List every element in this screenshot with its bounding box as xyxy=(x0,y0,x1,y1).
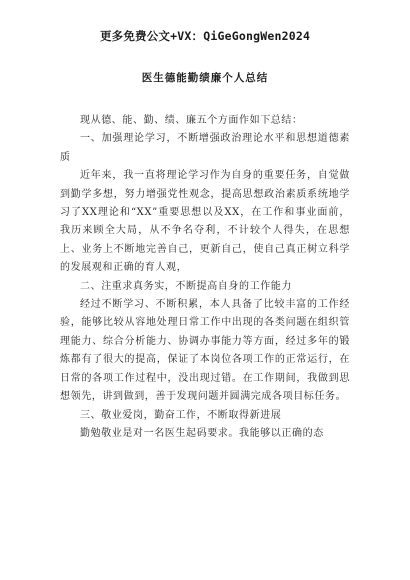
section-body-3: 勤勉敬业是对一名医生起码要求。我能够以正确的态 xyxy=(80,427,324,439)
document-body xyxy=(60,112,350,443)
intro-paragraph: 现从德、能、勤、绩、廉五个方面作如下总结： xyxy=(80,115,303,126)
promo-header: 更多免费公文+VX：QiGeGongWen2024 xyxy=(99,29,311,43)
section-body-1: 近年来，我一直将理论学习作为自身的重要任务，自觉做到勤学多想，努力增强党性观念，提高思想政治素质系统地学习了XX理论和“XX”重要思想以及XX，在工作和事业面前，我历来顾全大局，从不争名夺利，不计较个人得失，在思想上、业务上不断地完善自己，更新自己，使自己真正树立科学的发展观和正确的育人观， xyxy=(60,170,350,274)
document-title: 医生德能勤绩廉个人总结 xyxy=(141,72,269,84)
section-heading-3: 三、敬业爱岗，勤奋工作，不断取得新进展 xyxy=(80,409,282,421)
section-heading-1: 一、加强理论学习，不断增强政治理论水平和思想道德素质 xyxy=(60,133,350,163)
section-body-2: 经过不断学习、不断积累，本人具备了比较丰富的工作经验，能够比较从容地处理日常工作中出现的各类问题在组织管理能力、综合分析能力、协调办事能力等方面，经过多年的锻炼都有了很大的提高，保证了本岗位各项工作的正常运行，在日常的各项工作过程中，没出现过错。在工作期间，我做到思想领先，讲到做到，善于发现问题并圆满完成各项目标任务。 xyxy=(60,299,350,403)
section-heading-2: 二、注重求真务实，不断提高自身的工作能力 xyxy=(80,280,292,292)
